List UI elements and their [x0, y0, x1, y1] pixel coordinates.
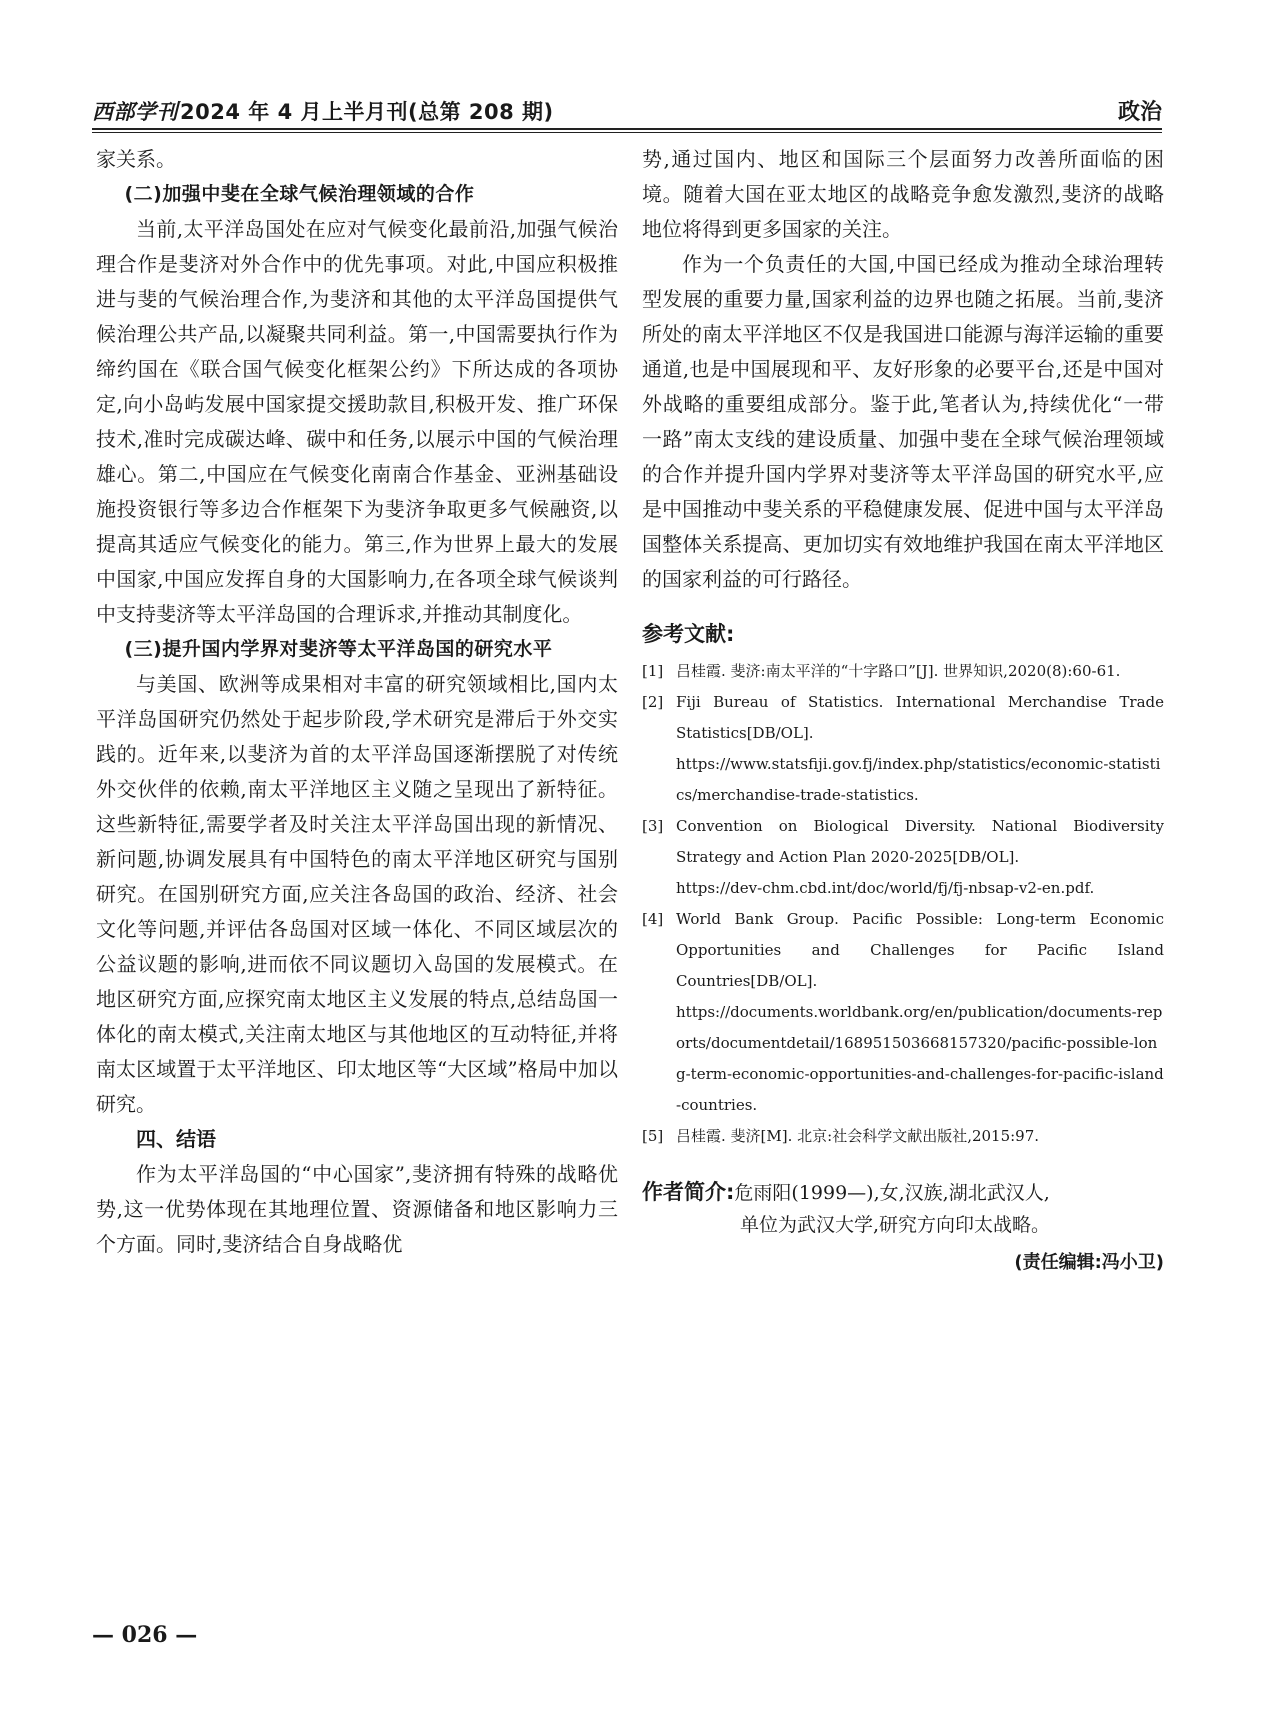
- journal-logo: 西部学刊: [92, 99, 178, 124]
- paragraph: 作为太平洋岛国的“中心国家”,斐济拥有特殊的战略优势,这一优势体现在其地理位置、资源储备和地区影响力三个方面。同时,斐济结合自身战略优: [96, 1162, 618, 1256]
- journal-title: [92, 96, 554, 126]
- reference-text: World Bank Group. Pacific Possible: Long-term Economic Opportunities and Challenges for Pacific Island Countries[DB/OL].: [676, 910, 1164, 990]
- reference-text: 吕桂霞. 斐济:南太平洋的“十字路口”[J]. 世界知识,2020(8):60-61.: [676, 662, 1121, 680]
- reference-item: [642, 656, 1164, 687]
- page-header: [92, 86, 1162, 126]
- reference-number: [1]: [642, 662, 664, 680]
- paragraph: 家关系。: [96, 147, 176, 171]
- reference-item: [642, 904, 1164, 1121]
- reference-url[interactable]: https://documents.worldbank.org/en/publication/documents-reports/documentdetail/168951503668157320/pacific-possible-long-term-economic-opportunities-and-challenges-for-pacific-island-countries.: [676, 1003, 1164, 1114]
- reference-item: [642, 811, 1164, 904]
- subsection-heading: (三)提升国内学界对斐济等太平洋岛国的研究水平: [124, 638, 553, 660]
- responsible-editor: (责任编辑:冯小卫): [1014, 1252, 1164, 1273]
- reference-item: [642, 687, 1164, 811]
- subsection-heading: (二)加强中斐在全球气候治理领域的合作: [124, 183, 475, 205]
- author-bio-label: 作者简介:: [642, 1180, 735, 1204]
- references-list: [642, 656, 1164, 1152]
- paragraph: 与美国、欧洲等成果相对丰富的研究领域相比,国内太平洋岛国研究仍然处于起步阶段,学术研究是滞后于外交实践的。近年来,以斐济为首的太平洋岛国逐渐摆脱了对传统外交伙伴的依赖,南太平洋地区主义随之呈现出了新特征。这些新特征,需要学者及时关注太平洋岛国出现的新情况、新问题,协调发展具有中国特色的南太平洋地区研究与国别研究。在国别研究方面,应关注各岛国的政治、经济、社会文化等问题,并评估各岛国对区域一体化、不同区域层次的公益议题的影响,进而依不同议题切入岛国的发展模式。在地区研究方面,应探究南太地区主义发展的特点,总结岛国一体化的南太模式,关注南太地区与其他地区的互动特征,并将南太区域置于太平洋地区、印太地区等“大区域”格局中加以研究。: [96, 672, 618, 1116]
- paragraph: 作为一个负责任的大国,中国已经成为推动全球治理转型发展的重要力量,国家利益的边界也随之拓展。当前,斐济所处的南太平洋地区不仅是我国进口能源与海洋运输的重要通道,也是中国展现和平、友好形象的必要平台,还是中国对外战略的重要组成部分。鉴于此,笔者认为,持续优化“一带一路”南太支线的建设质量、加强中斐在全球气候治理领域的合作并提升国内学界对斐济等太平洋岛国的研究水平,应是中国推动中斐关系的平稳健康发展、促进中国与太平洋岛国整体关系提高、更加切实有效地维护我国在南太平洋地区的国家利益的可行路径。: [642, 252, 1164, 591]
- reference-number: [4]: [642, 910, 664, 928]
- section-name: 政治: [1117, 100, 1162, 125]
- author-bio: [642, 1176, 1164, 1241]
- page-number: — 026 —: [92, 1622, 198, 1648]
- left-column: [96, 142, 618, 1262]
- reference-url[interactable]: https://dev-chm.cbd.int/doc/world/fj/fj-nbsap-v2-en.pdf.: [676, 879, 1095, 897]
- reference-number: [2]: [642, 693, 664, 711]
- references-heading: 参考文献:: [642, 622, 735, 646]
- reference-number: [5]: [642, 1127, 664, 1145]
- author-bio-line: 危雨阳(1999—),女,汉族,湖北武汉人,: [734, 1182, 1050, 1204]
- section-heading: 四、结语: [136, 1127, 216, 1151]
- paragraph: 势,通过国内、地区和国际三个层面努力改善所面临的困境。随着大国在亚太地区的战略竞争愈发激烈,斐济的战略地位将得到更多国家的关注。: [642, 147, 1164, 241]
- header-rule: [92, 128, 1162, 133]
- reference-text: 吕桂霞. 斐济[M]. 北京:社会科学文献出版社,2015:97.: [676, 1127, 1040, 1145]
- reference-url[interactable]: https://www.statsfiji.gov.fj/index.php/statistics/economic-statistics/merchandise-trade-statistics.: [676, 755, 1161, 804]
- reference-text: Convention on Biological Diversity. National Biodiversity Strategy and Action Plan 2020-2025[DB/OL].: [676, 817, 1164, 866]
- author-bio-line: 单位为武汉大学,研究方向印太战略。: [740, 1214, 1051, 1236]
- paragraph: 当前,太平洋岛国处在应对气候变化最前沿,加强气候治理合作是斐济对外合作中的优先事项。对此,中国应积极推进与斐的气候治理合作,为斐济和其他的太平洋岛国提供气候治理公共产品,以凝聚共同利益。第一,中国需要执行作为缔约国在《联合国气候变化框架公约》下所达成的各项协定,向小岛屿发展中国家提交援助款目,积极开发、推广环保技术,准时完成碳达峰、碳中和任务,以展示中国的气候治理雄心。第二,中国应在气候变化南南合作基金、亚洲基础设施投资银行等多边合作框架下为斐济争取更多气候融资,以提高其适应气候变化的能力。第三,作为世界上最大的发展中国家,中国应发挥自身的大国影响力,在各项全球气候谈判中支持斐济等太平洋岛国的合理诉求,并推动其制度化。: [96, 217, 618, 626]
- reference-number: [3]: [642, 817, 664, 835]
- issue-info: 2024 年 4 月上半月刊(总第 208 期): [180, 100, 554, 124]
- reference-item: [642, 1121, 1164, 1152]
- right-column: [642, 142, 1164, 1280]
- reference-text: Fiji Bureau of Statistics. International Merchandise Trade Statistics[DB/OL].: [676, 693, 1164, 742]
